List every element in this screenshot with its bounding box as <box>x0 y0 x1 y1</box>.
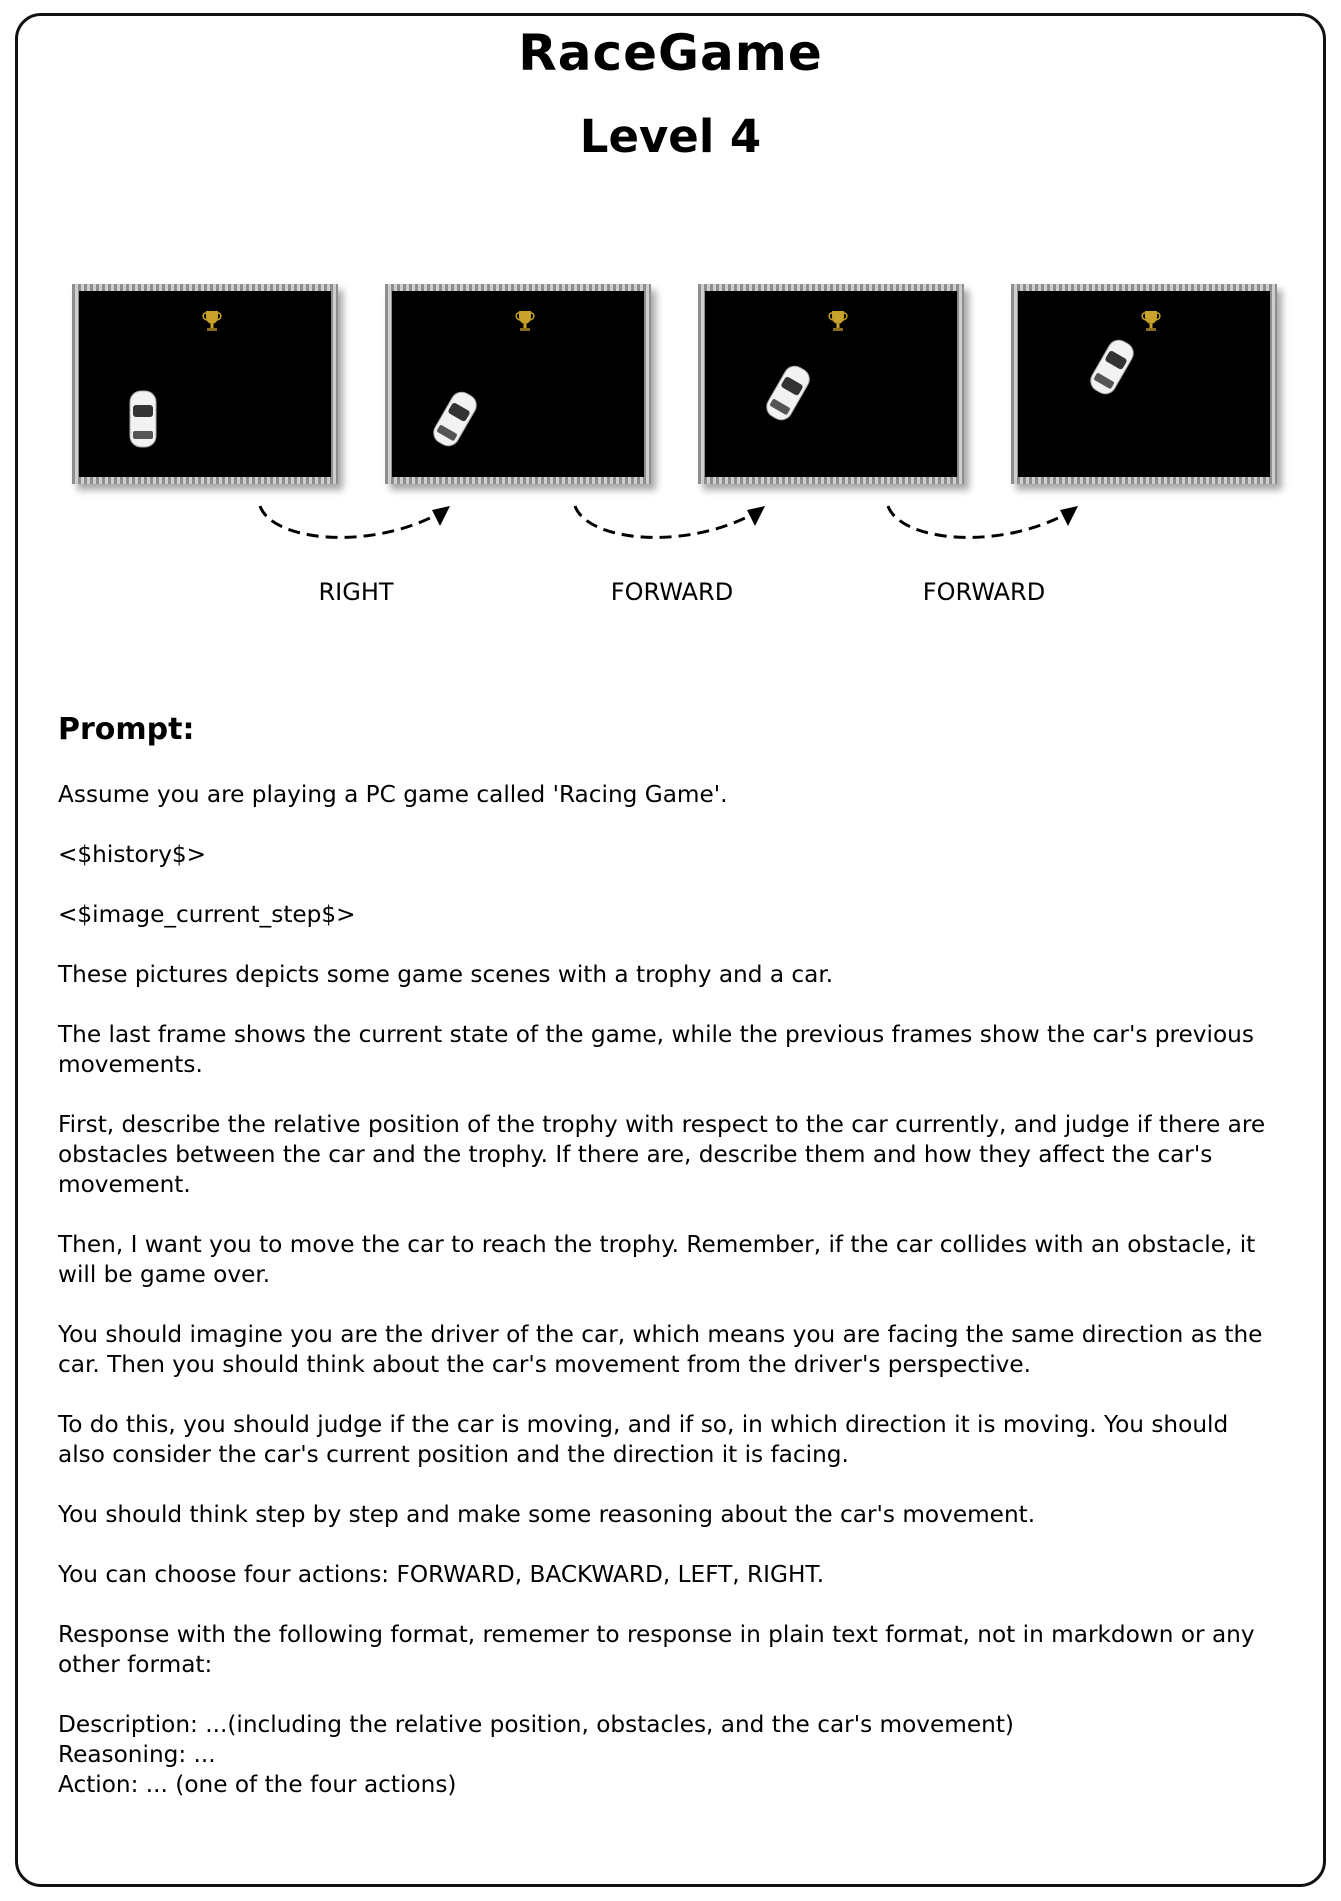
action-label-3: FORWARD <box>922 578 1046 606</box>
prompt-paragraph: These pictures depicts some game scenes with a trophy and a car. <box>58 961 834 988</box>
frame-2 <box>385 284 651 484</box>
game-title: RaceGame <box>518 24 823 82</box>
format-line: Action: ... (one of the four actions) <box>58 1771 457 1798</box>
level-title: Level 4 <box>579 110 762 163</box>
format-line: Description: ...(including the relative position, obstacles, and the car's movement) <box>58 1711 1014 1738</box>
frame-1 <box>72 284 338 484</box>
frame-3 <box>698 284 964 484</box>
prompt-paragraph: You should imagine you are the driver of the car, which means you are facing the same direction as the car. Then you should think about the car's movement from the driver's perspective. <box>58 1321 1270 1378</box>
prompt-paragraph: <$history$> <box>58 841 207 868</box>
prompt-paragraph: Then, I want you to move the car to reach the trophy. Remember, if the car collides with an obstacle, it will be game over. <box>58 1231 1263 1288</box>
prompt-paragraph: First, describe the relative position of the trophy with respect to the car currently, and judge if there are obstacles between the car and the trophy. If there are, describe them and how they affect the car's movement. <box>58 1111 1273 1198</box>
car-icon <box>430 388 481 449</box>
trophy-icon <box>829 311 847 331</box>
prompt-paragraph: Assume you are playing a PC game called 'Racing Game'. <box>58 781 728 808</box>
prompt-paragraph: <$image_current_step$> <box>58 901 356 928</box>
car-icon <box>1087 336 1138 397</box>
prompt-paragraph: You should think step by step and make some reasoning about the car's movement. <box>58 1501 1036 1528</box>
prompt-body <box>58 780 1278 1800</box>
trophy-icon <box>1142 311 1160 331</box>
format-line: Reasoning: ... <box>58 1741 216 1768</box>
prompt-paragraph: Response with the following format, rememer to response in plain text format, not in markdown or any other format: <box>58 1621 1262 1678</box>
transition-arrow-2 <box>567 500 767 560</box>
prompt-paragraph: To do this, you should judge if the car is moving, and if so, in which direction it is moving. You should also consider the car's current position and the direction it is facing. <box>58 1411 1236 1468</box>
car-icon <box>763 362 814 423</box>
action-label-1: RIGHT <box>318 578 394 606</box>
trophy-icon <box>516 311 534 331</box>
transition-arrow-3 <box>880 500 1080 560</box>
car-icon <box>130 391 156 447</box>
action-label-2: FORWARD <box>610 578 734 606</box>
prompt-paragraph: You can choose four actions: FORWARD, BACKWARD, LEFT, RIGHT. <box>58 1561 825 1588</box>
trophy-icon <box>203 311 221 331</box>
transition-arrow-1 <box>252 500 452 560</box>
frame-4 <box>1011 284 1277 484</box>
prompt-paragraph: The last frame shows the current state of the game, while the previous frames show the car's previous movements. <box>58 1021 1262 1078</box>
prompt-heading: Prompt: <box>58 712 195 747</box>
